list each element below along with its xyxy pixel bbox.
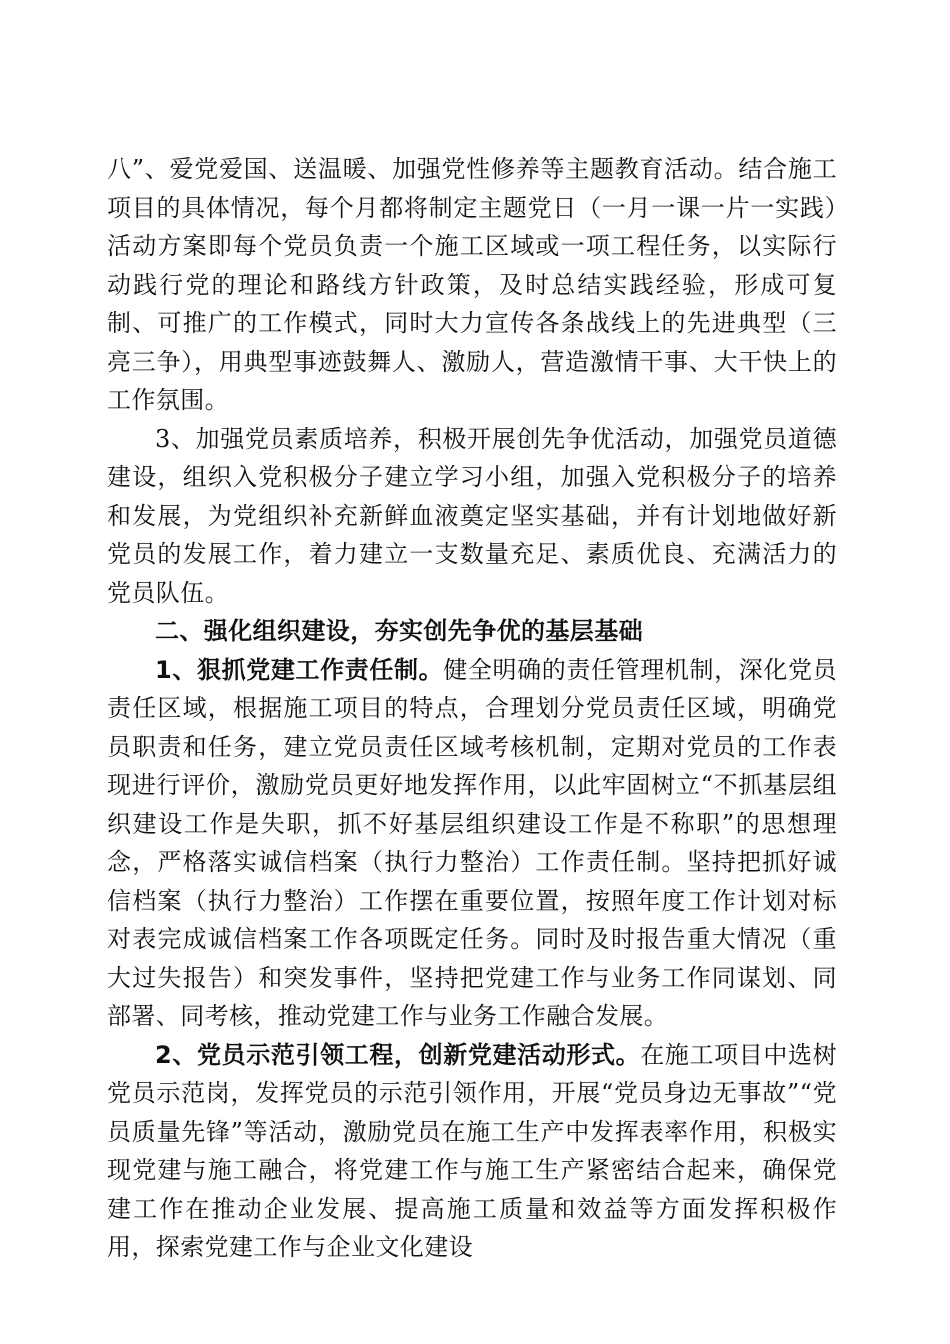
paragraph-lead: 1、狠抓党建工作责任制。 [155,655,444,684]
paragraph-item-2 [107,1036,837,1267]
paragraph-text: 八”、爱党爱国、送温暖、加强党性修养等主题教育活动。结合施工项目的具体情况，每个月都将制定主题党日（一月一课一片一实践）活动方案即每个党员负责一个施工区域或一项工程任务，以实际行动践行党的理论和路线方针政策，及时总结实践经验，形成可复制、可推广的工作模式，同时大力宣传各条战线上的先进典型（三亮三争），用典型事迹鼓舞人、激励人，营造激情干事、大干快上的工作氛围。 [107,155,837,414]
paragraph-text: 健全明确的责任管理机制，深化党员责任区域，根据施工项目的特点，合理划分党员责任区域，明确党员职责和任务，建立党员责任区域考核机制，定期对党员的工作表现进行评价，激励党员更好地发挥作用，以此牢固树立“不抓基层组织建设工作是失职，抓不好基层组织建设工作是不称职”的思想理念，严格落实诚信档案（执行力整治）工作责任制。坚持把抓好诚信档案（执行力整治）工作摆在重要位置，按照年度工作计划对标对表完成诚信档案工作各项既定任务。同时及时报告重大情况（重大过失报告）和突发事件，坚持把党建工作与业务工作同谋划、同部署、同考核，推动党建工作与业务工作融合发展。 [107,655,838,1030]
paragraph-text: 3、加强党员素质培养，积极开展创先争优活动，加强党员道德建设，组织入党积极分子建立学习小组，加强入党积极分子的培养和发展，为党组织补充新鲜血液奠定坚实基础，并有计划地做好新党员的发展工作，着力建立一支数量充足、素质优良、充满活力的党员队伍。 [107,424,837,607]
paragraph-continuation [107,150,837,420]
heading-text: 二、强化组织建设，夯实创先争优的基层基础 [155,617,643,645]
document-body [107,150,837,1267]
section-heading [107,612,837,651]
paragraph-text: 在施工项目中选树党员示范岗，发挥党员的示范引领作用，开展“党员身边无事故”“党员质量先锋”等活动，激励党员在施工生产中发挥表率作用，积极实现党建与施工融合，将党建工作与施工生产紧密结合起来，确保党建工作在推动企业发展、提高施工质量和效益等方面发挥积极作用，探索党建工作与企业文化建设 [107,1040,837,1261]
paragraph-item-1 [107,651,837,1036]
paragraph-lead: 2、党员示范引领工程，创新党建活动形式。 [155,1040,641,1069]
paragraph-item-3 [107,420,837,613]
